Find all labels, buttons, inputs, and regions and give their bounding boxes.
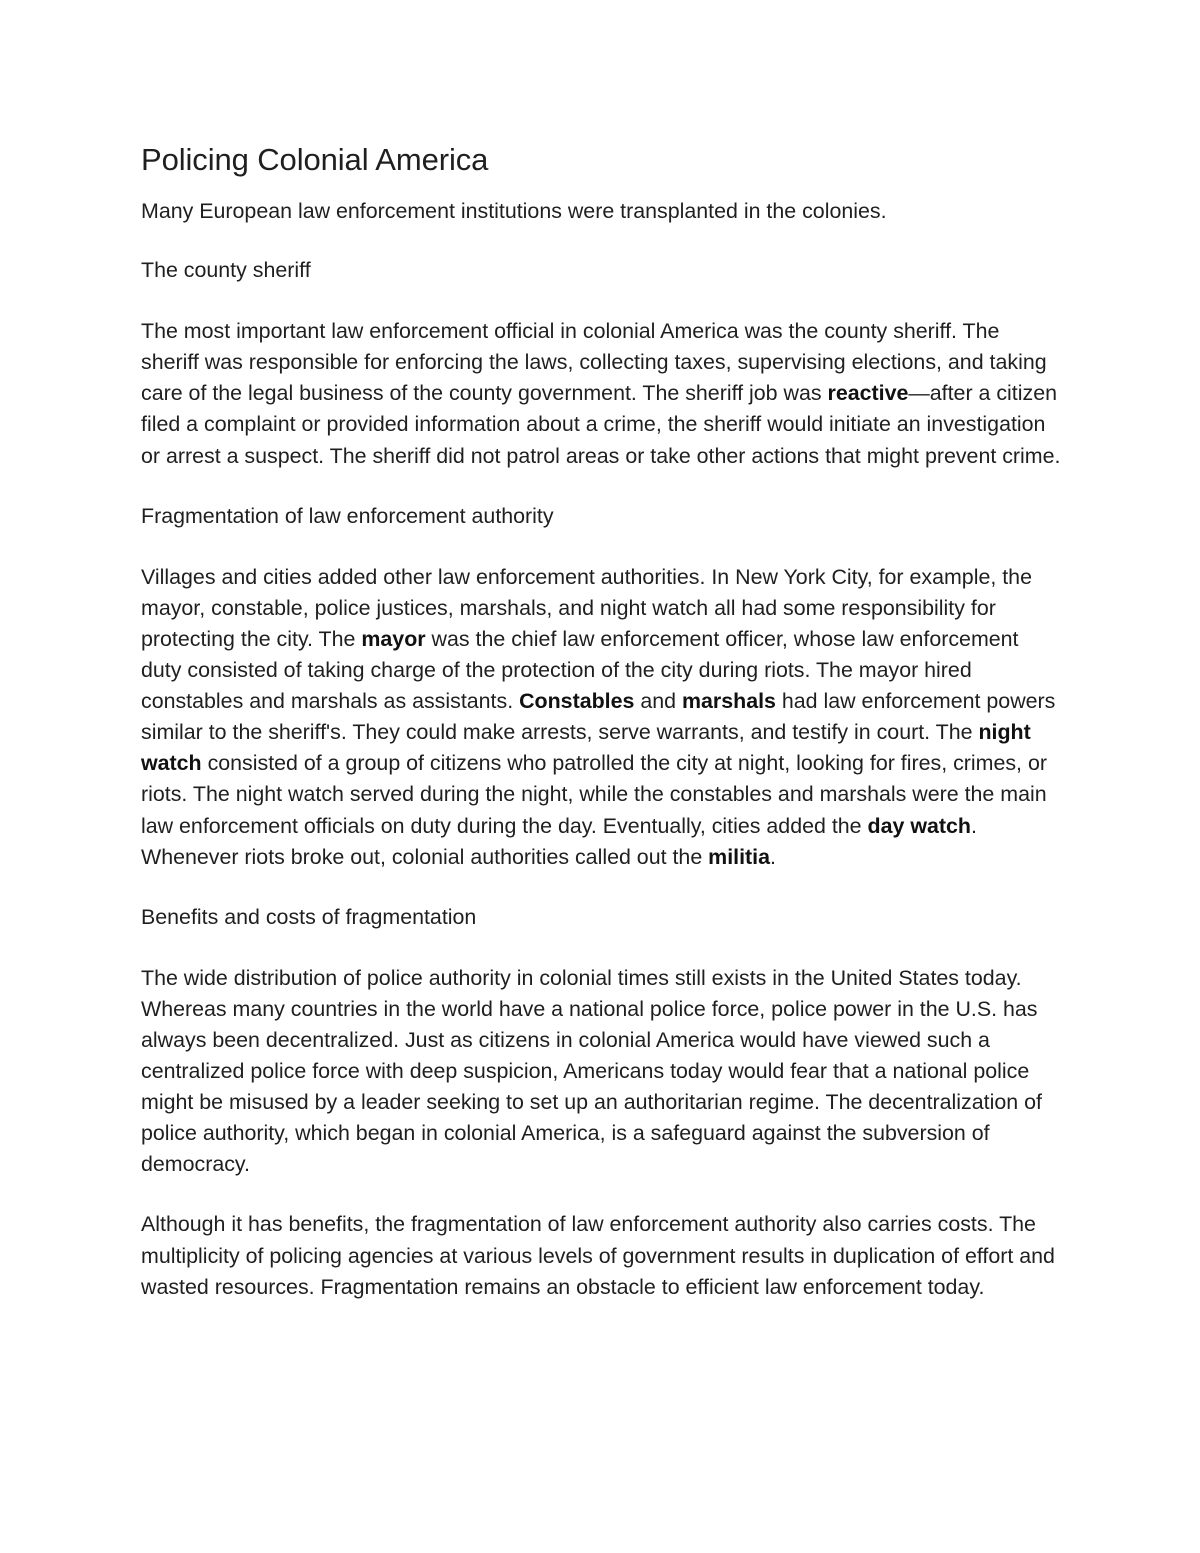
bold-term-militia: militia — [708, 844, 770, 869]
paragraph-county-sheriff — [141, 316, 1061, 471]
text-run: had law enforcement powers similar to the sheriff's. They could make arrests, serve warrants, and testify in court. The — [141, 689, 1056, 745]
text-run: —after a citizen filed a complaint or provided information about a crime, the sheriff would initiate an investigation or arrest a suspect. The sheriff did not patrol areas or take other actions that might prevent crime. — [141, 381, 1061, 468]
section-heading-county-sheriff: The county sheriff — [141, 258, 311, 283]
intro-paragraph: Many European law enforcement institutions were transplanted in the colonies. — [141, 199, 887, 223]
section-heading-benefits-costs: Benefits and costs of fragmentation — [141, 904, 477, 929]
section-heading-fragmentation: Fragmentation of law enforcement authority — [141, 503, 554, 528]
text-run: Villages and cities added other law enforcement authorities. In New York City, for example, the mayor, constable, police justices, marshals, and night watch all had some responsibility for protecting the city. The — [141, 564, 1032, 651]
paragraph-costs: Although it has benefits, the fragmentation of law enforcement authority also carries costs. The multiplicity of policing agencies at various levels of government results in duplication of effort and wasted resources. Fragmentation remains an obstacle to efficient law enforcement today. — [141, 1212, 1055, 1299]
text-run: was the chief law enforcement officer, whose law enforcement duty consisted of taking charge of the protection of the city during riots. The mayor hired constables and marshals as assistants. — [141, 626, 1019, 714]
bold-term-day-watch: day watch — [867, 813, 971, 838]
text-run: The most important law enforcement official in colonial America was the county sheriff. The sheriff was responsible for enforcing the laws, collecting taxes, supervising elections, and taking care of the legal business of the county government. The sheriff job was — [141, 319, 1047, 406]
text-run: and — [634, 689, 682, 714]
bold-term-marshals: marshals — [681, 689, 776, 714]
bold-term-night-watch: night watch — [141, 720, 1031, 776]
text-run: . — [769, 844, 776, 869]
document-title: Policing Colonial America — [141, 142, 489, 177]
paragraph-benefits: The wide distribution of police authority in colonial times still exists in the United States today. Whereas many countries in the world have a national police force, police power in the U.S. has always been decentralized. Just as citizens in colonial America would have viewed such a centralized police force with deep suspicion, Americans today would fear that a national police might be misused by a leader seeking to set up an authoritarian regime. The decentralization of police authority, which began in colonial America, is a safeguard against the subversion of democracy. — [141, 965, 1042, 1177]
bold-term-constables: Constables — [519, 689, 635, 714]
paragraph-fragmentation — [141, 562, 1061, 873]
bold-term-mayor: mayor — [361, 626, 426, 651]
text-run: . Whenever riots broke out, colonial authorities called out the — [141, 813, 977, 869]
text-run: consisted of a group of citizens who patrolled the city at night, looking for fires, crimes, or riots. The night watch served during the night, while the constables and marshals were the main law enforcement officials on duty during the day. Eventually, cities added the — [141, 751, 1047, 838]
bold-term-reactive: reactive — [827, 381, 909, 406]
document-page — [141, 138, 1061, 1332]
